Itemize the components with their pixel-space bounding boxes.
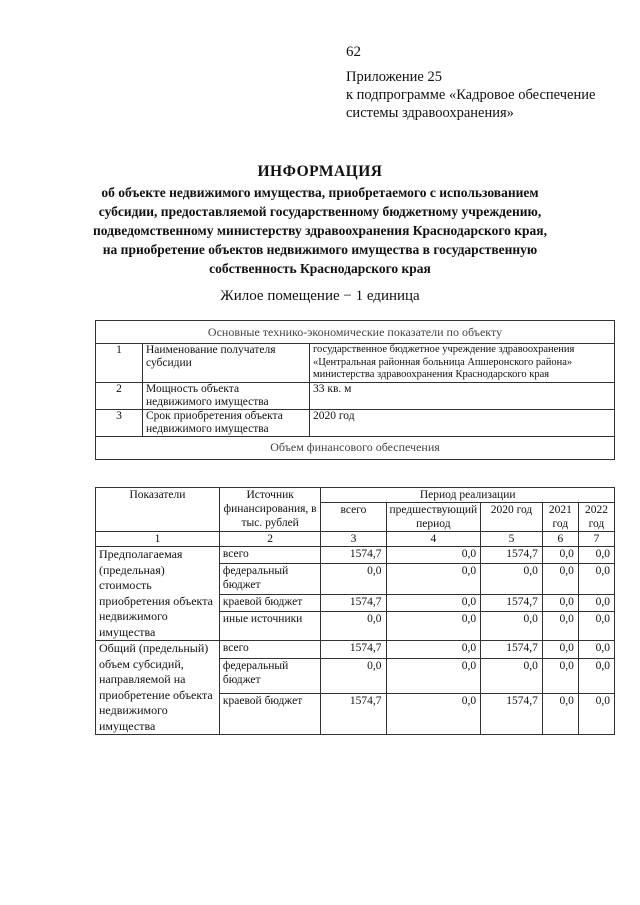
value-cell: 0,0 (321, 659, 386, 694)
value-cell: 0,0 (542, 641, 578, 659)
indicators-section-title: Основные технико-экономические показатели по объекту (96, 321, 615, 344)
value-cell: 0,0 (481, 563, 543, 595)
row-name: Срок приобретения объекта недвижимого имущества (143, 409, 310, 436)
value-cell: 0,0 (386, 563, 481, 595)
header-indicators: Показатели (96, 488, 220, 532)
value-cell: 1574,7 (481, 641, 543, 659)
source-cell: федеральный бюджет (219, 659, 321, 694)
value-cell: 0,0 (542, 659, 578, 694)
source-cell: всего (219, 641, 321, 659)
value-cell: 0,0 (542, 595, 578, 612)
subtitle-line: подведомственному министерству здравоохранения Краснодарского края, (93, 223, 547, 238)
source-cell: краевой бюджет (219, 595, 321, 612)
value-cell: 0,0 (578, 612, 614, 641)
column-number: 4 (386, 532, 481, 547)
column-number: 1 (96, 532, 220, 547)
column-numbers-row (96, 532, 615, 547)
value-cell: 0,0 (386, 659, 481, 694)
subtitle-line: собственность Краснодарского края (209, 261, 431, 276)
value-cell: 1574,7 (321, 595, 386, 612)
value-cell: 0,0 (578, 641, 614, 659)
group-label: Общий (предельный) объем субсидий, направляемой на приобретение объекта недвижимого имущества (96, 641, 220, 735)
row-value: государственное бюджетное учреждение здравоохранения «Центральная районная больница Апшеронского района» министерства здравоохранения Краснодарского края (310, 344, 615, 383)
column-number: 5 (481, 532, 543, 547)
document-title: ИНФОРМАЦИЯ (257, 163, 383, 180)
value-cell: 0,0 (386, 612, 481, 641)
source-cell: краевой бюджет (219, 694, 321, 735)
value-cell: 1574,7 (481, 547, 543, 564)
row-number: 3 (96, 409, 143, 436)
subtitle-line: на приобретение объектов недвижимого имущества в государственную (102, 242, 538, 257)
table-row (96, 547, 615, 564)
header-total: всего (321, 503, 386, 532)
source-cell: иные источники (219, 612, 321, 641)
finance-section-title: Объем финансового обеспечения (96, 436, 615, 459)
column-number: 6 (542, 532, 578, 547)
appendix-line-2: к подпрограмме «Кадровое обеспечение (346, 87, 596, 103)
value-cell: 0,0 (542, 563, 578, 595)
value-cell: 0,0 (578, 659, 614, 694)
value-cell: 0,0 (578, 595, 614, 612)
subtitle-line: субсидии, предоставляемой государственному бюджетному учреждению, (98, 204, 542, 219)
row-value: 2020 год (310, 409, 615, 436)
column-number: 3 (321, 532, 386, 547)
value-cell: 0,0 (386, 694, 481, 735)
value-cell: 0,0 (386, 641, 481, 659)
table-row (96, 641, 615, 659)
header-source: Источник финансирования, в тыс. рублей (219, 488, 321, 532)
value-cell: 0,0 (321, 612, 386, 641)
page-number: 62 (346, 44, 361, 60)
value-cell: 0,0 (386, 547, 481, 564)
group-label: Предполагаемая (предельная) стоимость приобретения объекта недвижимого имущества (96, 547, 220, 641)
value-cell: 0,0 (578, 547, 614, 564)
column-number: 7 (578, 532, 614, 547)
value-cell: 0,0 (578, 694, 614, 735)
appendix-line-3: системы здравоохранения» (346, 105, 514, 121)
table-row (96, 409, 615, 436)
value-cell: 1574,7 (321, 547, 386, 564)
value-cell: 0,0 (386, 595, 481, 612)
header-2021: 2021 год (542, 503, 578, 532)
value-cell: 0,0 (481, 659, 543, 694)
value-cell: 1574,7 (321, 694, 386, 735)
source-cell: всего (219, 547, 321, 564)
value-cell: 0,0 (321, 563, 386, 595)
row-name: Мощность объекта недвижимого имущества (143, 382, 310, 409)
header-2022: 2022 год (578, 503, 614, 532)
value-cell: 1574,7 (481, 595, 543, 612)
appendix-line-1: Приложение 25 (346, 69, 442, 85)
header-period: Период реализации (321, 488, 615, 503)
subtitle-line: об объекте недвижимого имущества, приобретаемого с использованием (101, 185, 539, 200)
row-value: 33 кв. м (310, 382, 615, 409)
unit-line: Жилое помещение − 1 единица (220, 288, 420, 304)
row-number: 1 (96, 344, 143, 383)
table-row (96, 382, 615, 409)
finance-table (95, 487, 615, 735)
value-cell: 1574,7 (321, 641, 386, 659)
row-number: 2 (96, 382, 143, 409)
header-2020: 2020 год (481, 503, 543, 532)
source-cell: федеральный бюджет (219, 563, 321, 595)
value-cell: 0,0 (542, 694, 578, 735)
indicators-table (95, 320, 615, 460)
table-row (96, 344, 615, 383)
value-cell: 0,0 (578, 563, 614, 595)
column-number: 2 (219, 532, 321, 547)
row-name: Наименование получателя субсидии (143, 344, 310, 383)
value-cell: 0,0 (542, 612, 578, 641)
value-cell: 0,0 (481, 612, 543, 641)
value-cell: 0,0 (542, 547, 578, 564)
value-cell: 1574,7 (481, 694, 543, 735)
header-previous: предшествующий период (386, 503, 481, 532)
